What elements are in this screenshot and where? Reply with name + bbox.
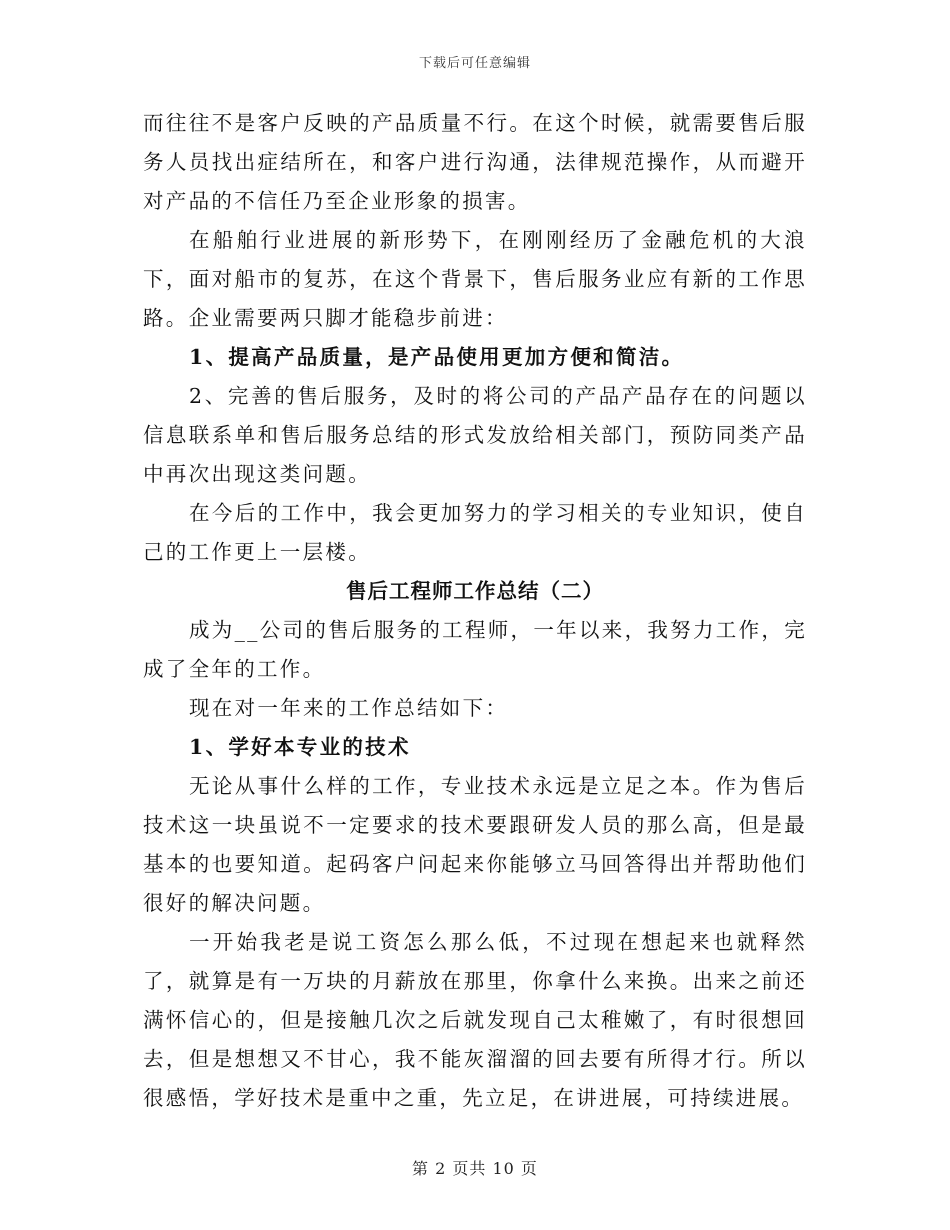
- paragraph-future-work: 在今后的工作中，我会更加努力的学习相关的专业知识，使自己的工作更上一层楼。: [143, 501, 807, 564]
- document-body: [143, 104, 807, 1118]
- list-item-after-sales-service: 2、完善的售后服务，及时的将公司的产品产品存在的问题以信息联系单和售后服务总结的形式发放给相关部门，预防同类产品中再次出现这类问题。: [143, 384, 807, 486]
- section-title: 售后工程师工作总结（二）: [346, 579, 604, 603]
- paragraph-professional-skill: 无论从事什么样的工作，专业技术永远是立足之本。作为售后技术这一块虽说不一定要求的技术要跟研发人员的那么高，但是最基本的也要知道。起码客户问起来你能够立马回答得出并帮助他们很好的解决问题。: [143, 774, 807, 915]
- paragraph-summary-lead: 现在对一年来的工作总结如下：: [189, 696, 509, 720]
- paragraph-intro: 成为__公司的售后服务的工程师，一年以来，我努力工作，完成了全年的工作。: [143, 618, 807, 681]
- subheading-learn-technology: 1、学好本专业的技术: [189, 735, 411, 759]
- paragraph-shipping-industry: 在船舶行业进展的新形势下，在刚刚经历了金融危机的大浪下，面对船市的复苏，在这个背景下，售后服务业应有新的工作思路。企业需要两只脚才能稳步前进：: [143, 228, 807, 330]
- page-header: 下载后可任意编辑: [418, 56, 531, 71]
- page-footer: 第 2 页共 10 页: [412, 1159, 538, 1178]
- list-item-product-quality: 1、提高产品质量，是产品使用更加方便和简洁。: [189, 345, 685, 369]
- paragraph-reflection: 一开始我老是说工资怎么那么低，不过现在想起来也就释然了，就算是有一万块的月薪放在那里，你拿什么来换。出来之前还满怀信心的，但是接触几次之后就发现自己太稚嫩了，有时很想回去，但是想想又不甘心，我不能灰溜溜的回去要有所得才行。所以很感悟，学好技术是重中之重，先立足，在讲进展，可持续进展。: [143, 930, 807, 1110]
- paragraph-continuation: 而往往不是客户反映的产品质量不行。在这个时候，就需要售后服务人员找出症结所在，和客户进行沟通，法律规范操作，从而避开对产品的不信任乃至企业形象的损害。: [143, 111, 807, 213]
